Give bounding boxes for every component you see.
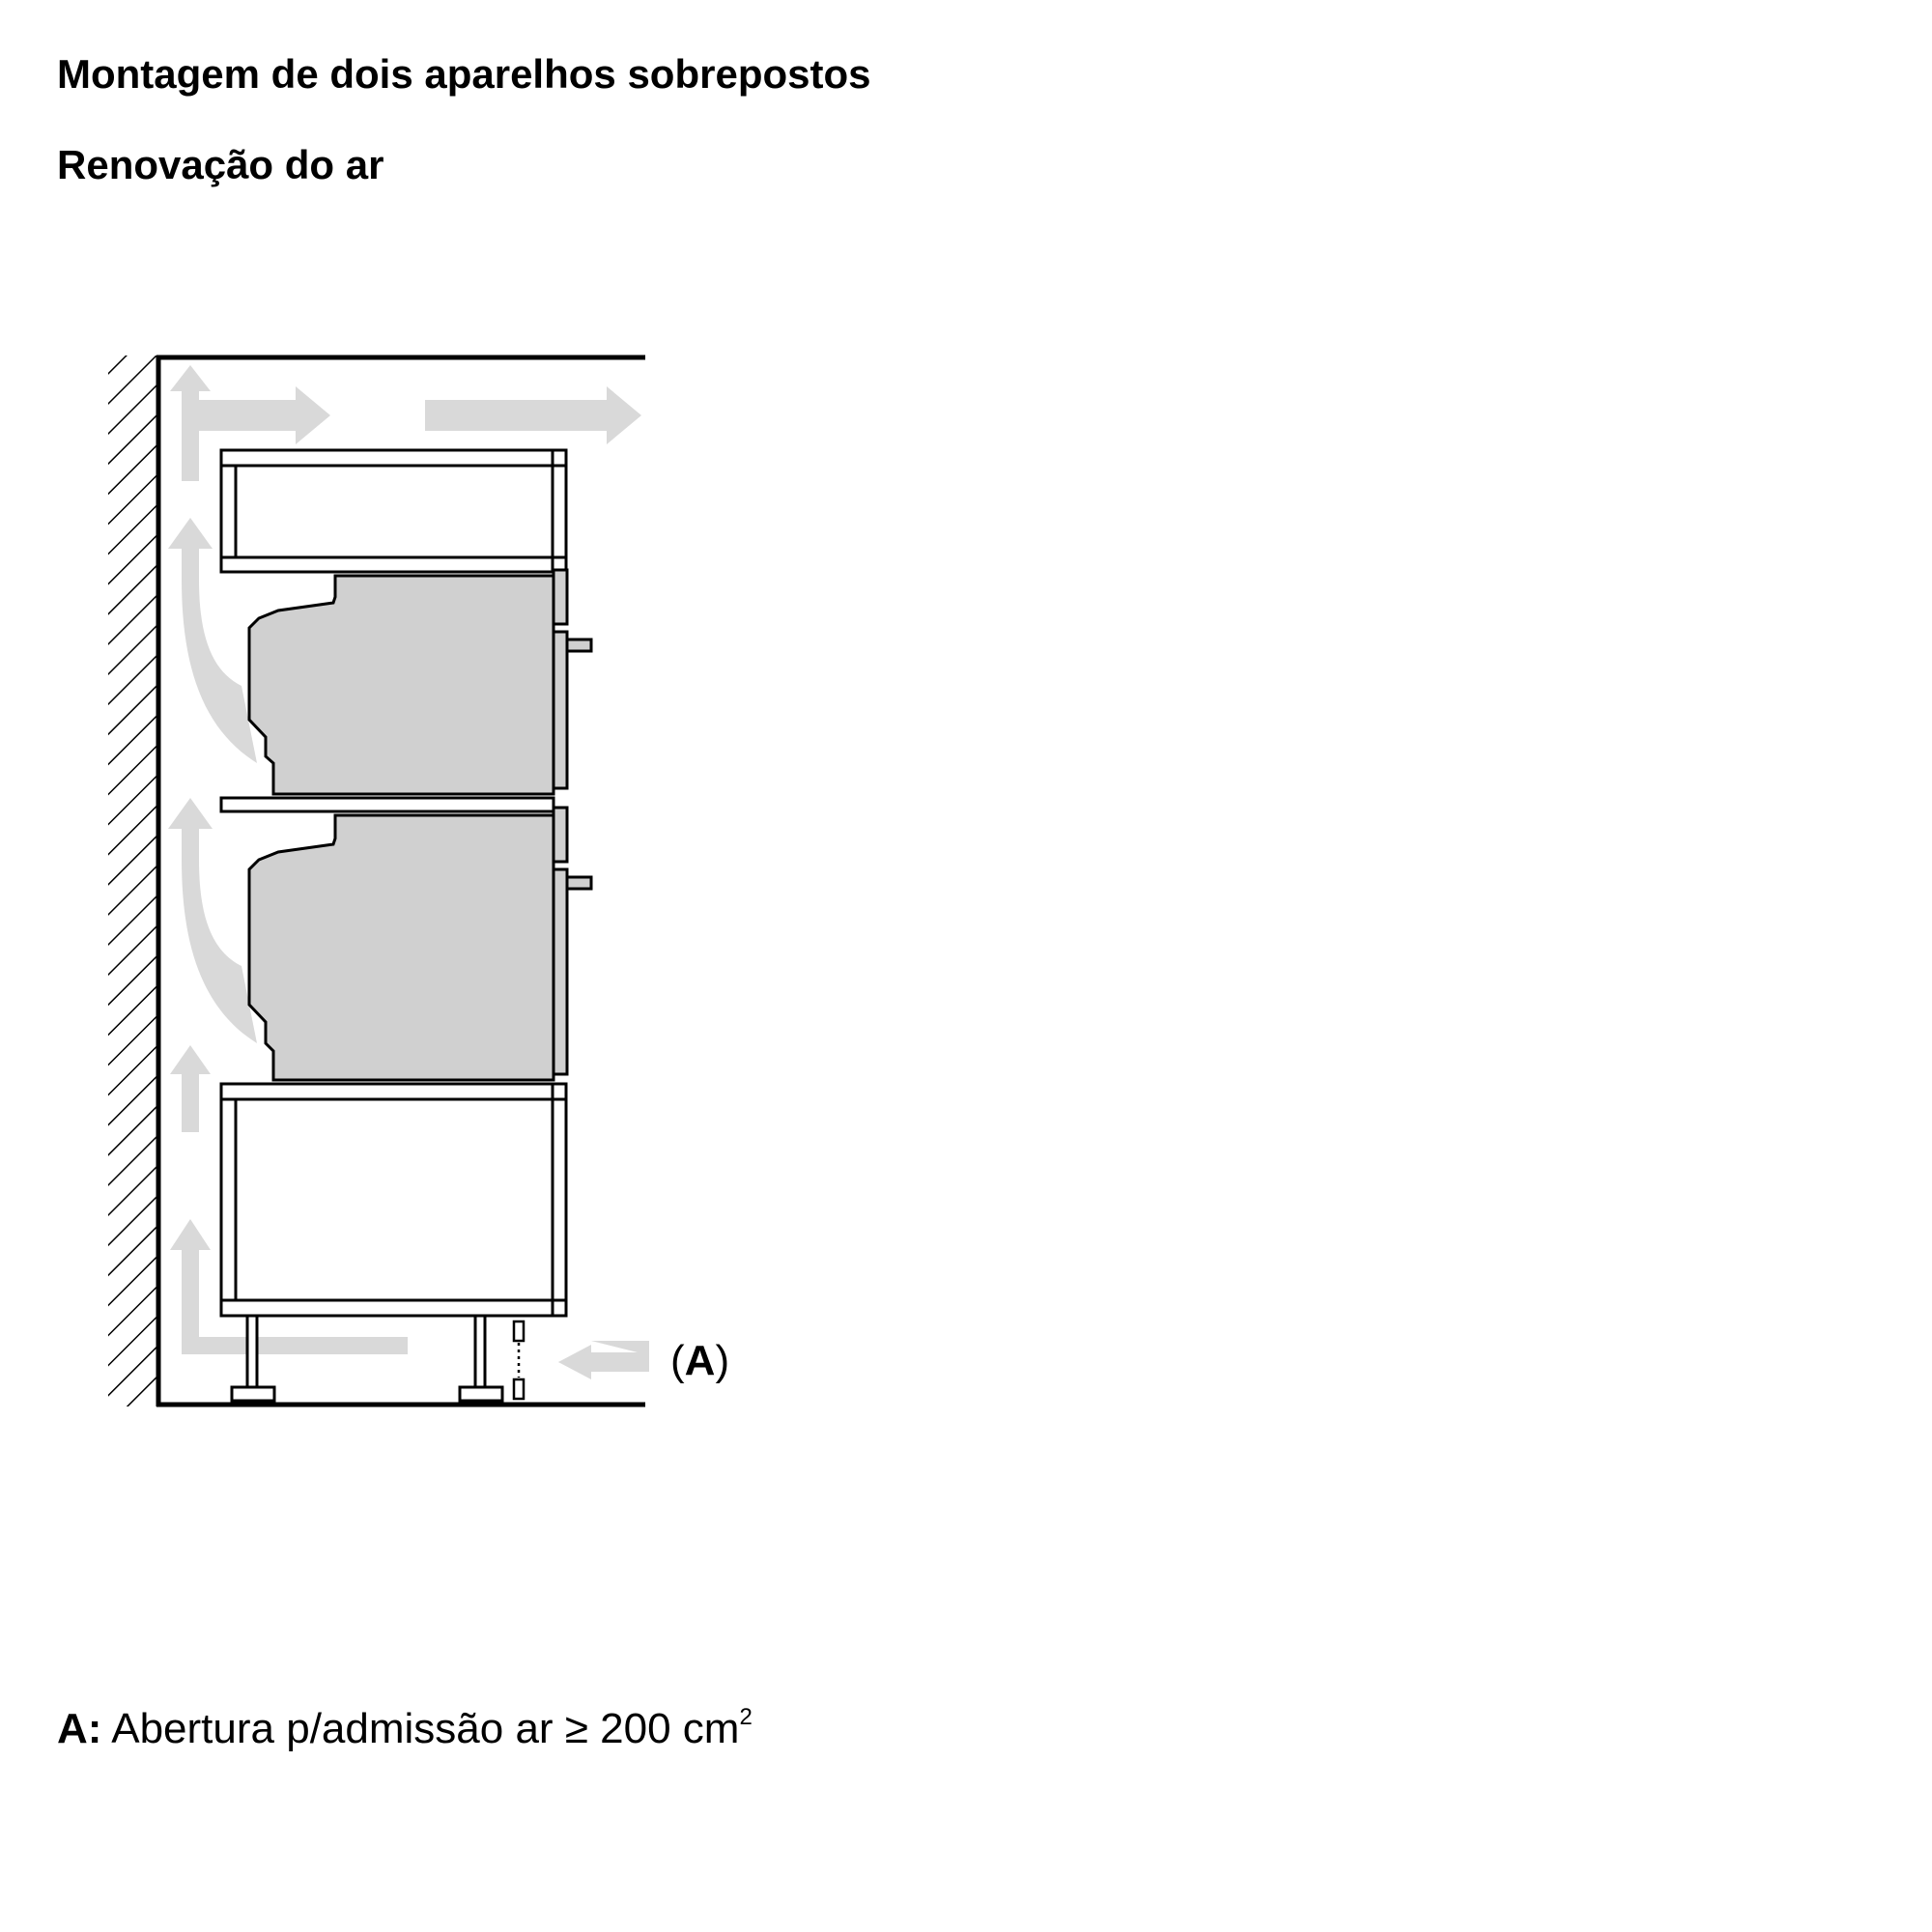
cabinet-feet xyxy=(232,1316,502,1401)
plinth-opening xyxy=(514,1321,524,1399)
page-title: Montagem de dois aparelhos sobrepostos xyxy=(57,51,871,97)
wall-hatching xyxy=(108,355,156,1406)
airflow-arrow-top-right xyxy=(425,386,641,444)
callout-label-a: (A) xyxy=(670,1337,730,1384)
section-subtitle: Renovação do ar xyxy=(57,142,384,187)
airflow-arrow-straight-up xyxy=(170,1045,211,1132)
lower-cabinet xyxy=(221,1084,566,1316)
legend-superscript: 2 xyxy=(739,1704,753,1730)
upper-cabinet xyxy=(221,450,566,572)
lower-oven xyxy=(249,808,591,1080)
airflow-arrow-curve-lower xyxy=(168,798,257,1043)
legend xyxy=(57,1704,753,1752)
middle-shelf xyxy=(221,798,554,811)
legend-text: Abertura p/admissão ar ≥ 200 cm xyxy=(111,1705,740,1752)
upper-oven xyxy=(249,570,591,794)
legend-key: A: xyxy=(57,1705,102,1752)
